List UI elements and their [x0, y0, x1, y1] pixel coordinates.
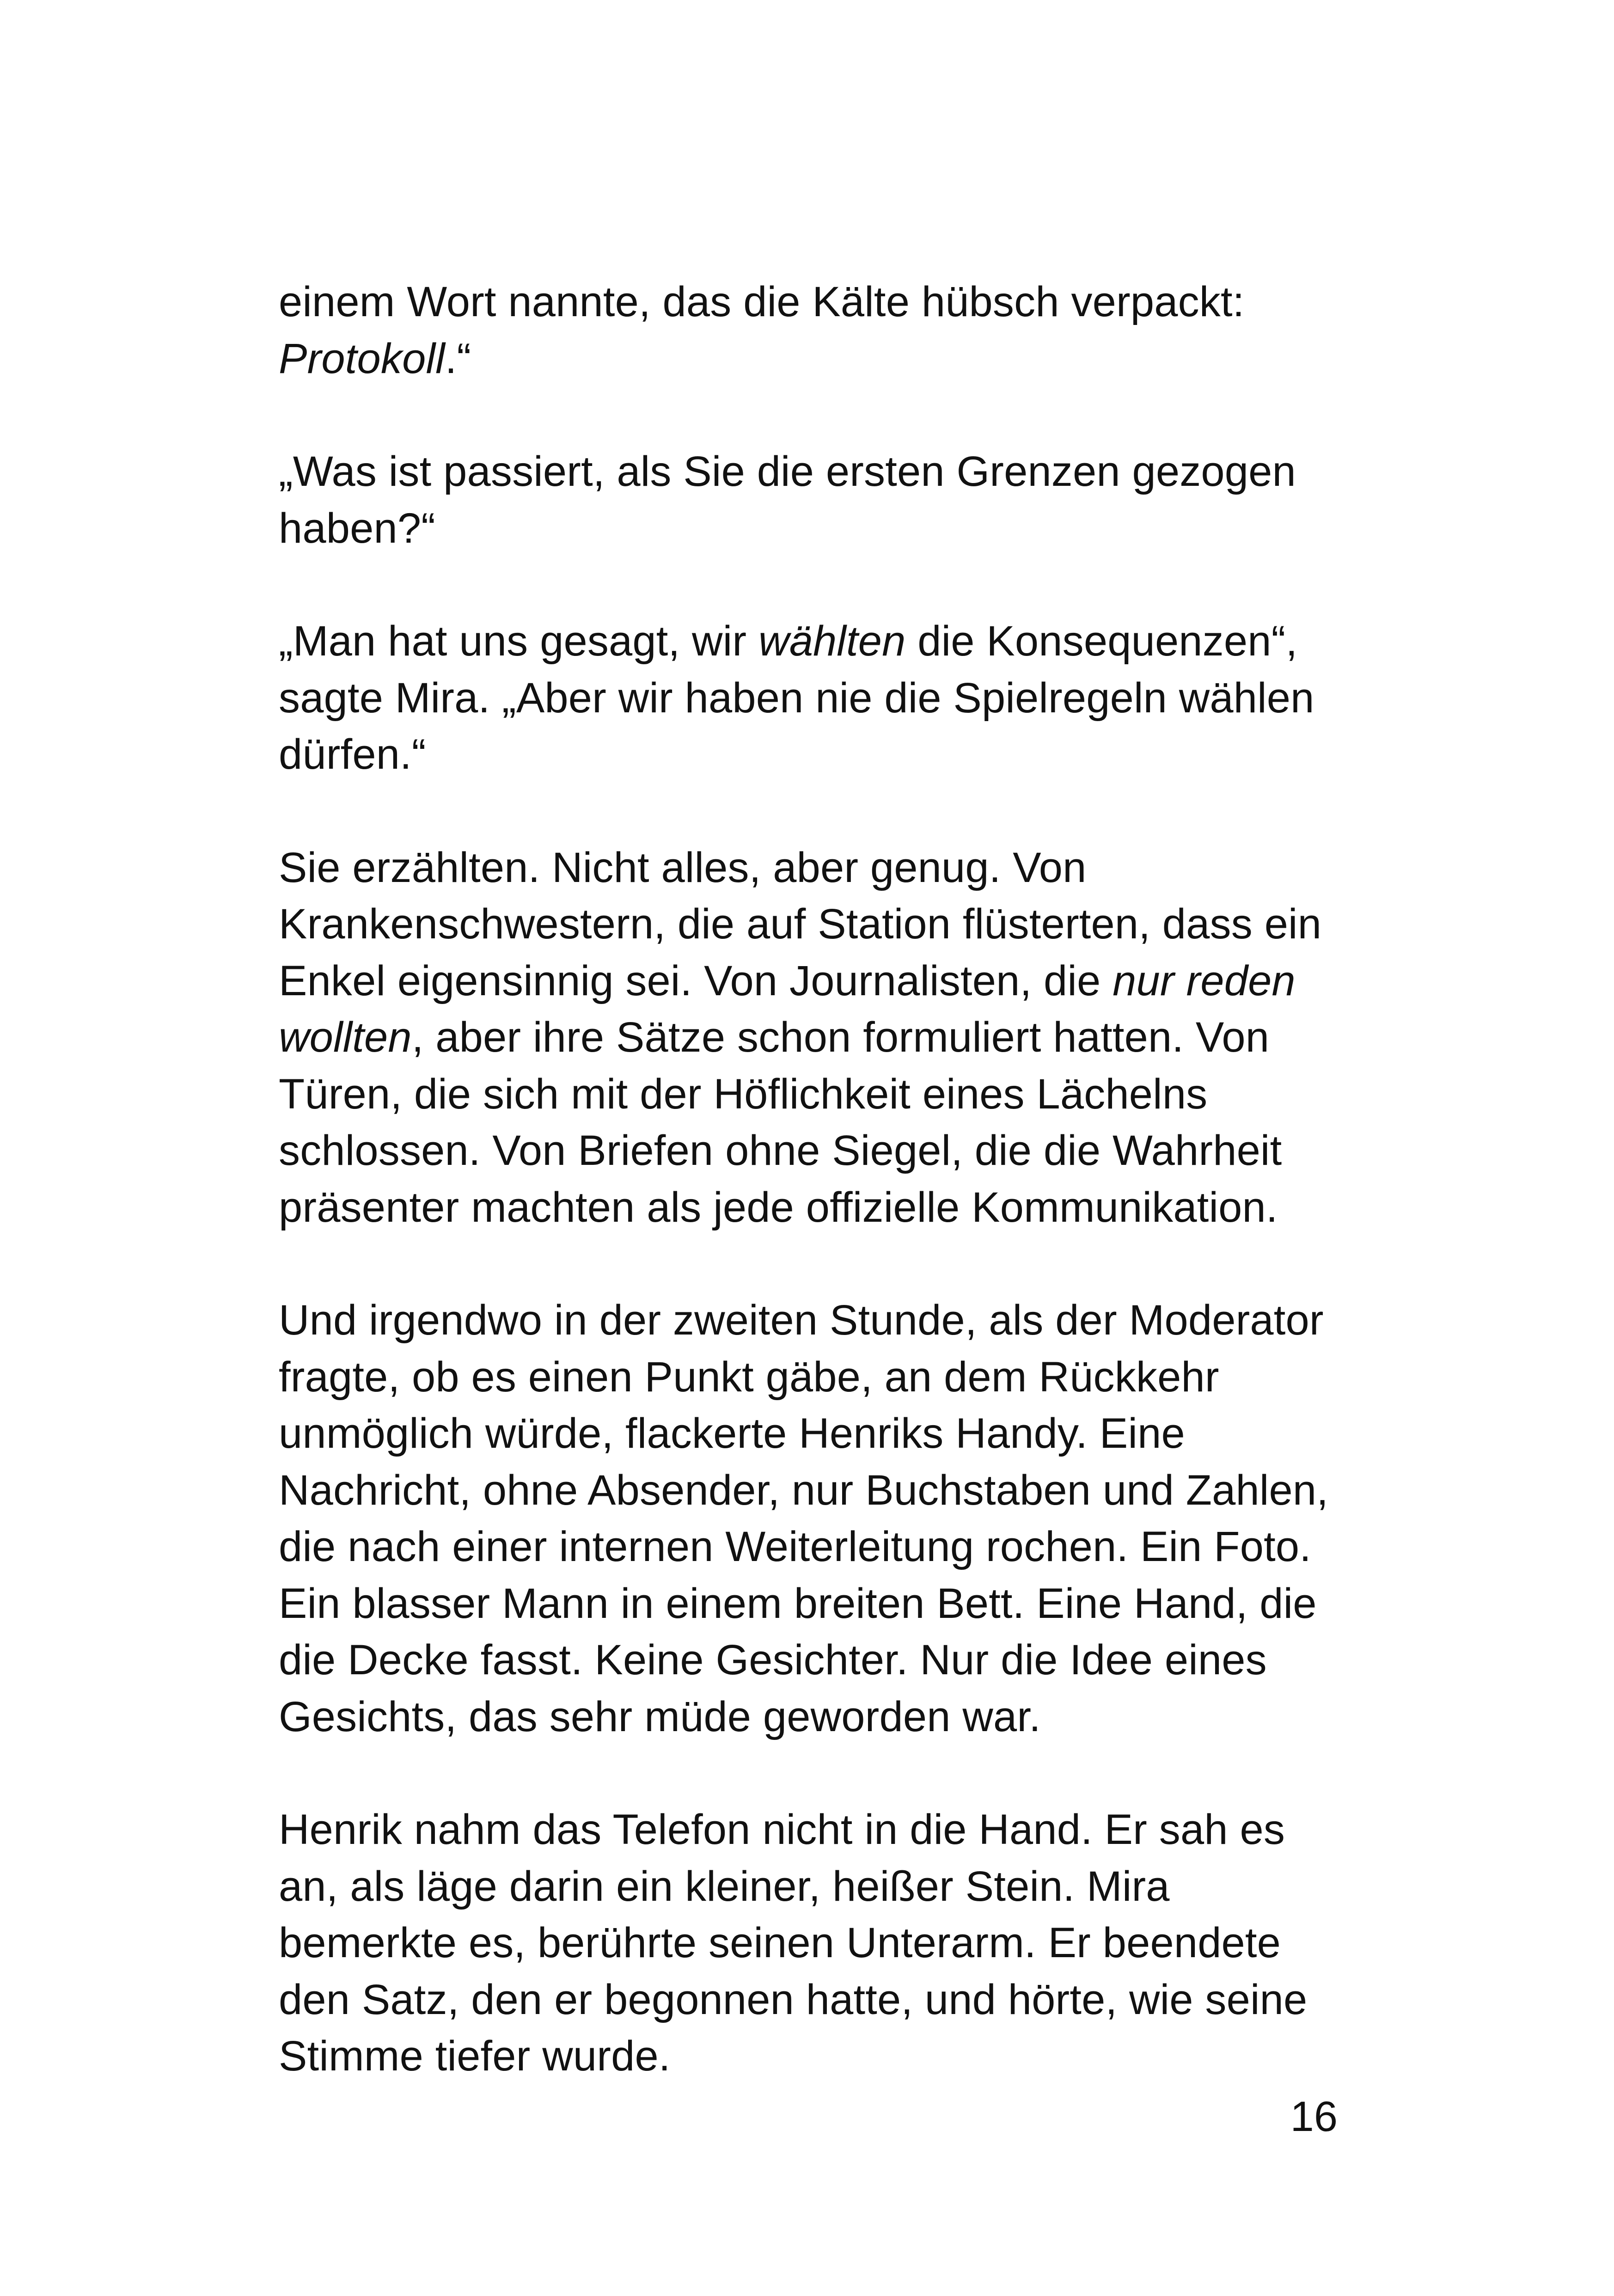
- text-line: [279, 1292, 1342, 1349]
- paragraph: [279, 1292, 1342, 1745]
- text-run: Enkel eigensinnig sei. Von Journalisten, die: [279, 957, 1113, 1004]
- text-run: , aber ihre Sätze schon formuliert hatten. Von: [411, 1014, 1270, 1061]
- text-run: sagte Mira. „Aber wir haben nie die Spielregeln wählen: [279, 674, 1314, 722]
- text-line: [279, 670, 1342, 727]
- text-run: einem Wort nannte, das die Kälte hübsch verpackt:: [279, 278, 1245, 325]
- italic-text: Protokoll: [279, 335, 445, 382]
- text-run: die nach einer internen Weiterleitung rochen. Ein Foto.: [279, 1523, 1311, 1570]
- text-line: [279, 1915, 1342, 1971]
- text-line: [279, 726, 1342, 783]
- text-line: [279, 1462, 1342, 1519]
- text-line: [279, 500, 1342, 557]
- text-line: [279, 1405, 1342, 1462]
- text-line: [279, 839, 1342, 896]
- body-text: [279, 274, 1342, 2141]
- text-line: [279, 1009, 1342, 1066]
- text-line: [279, 896, 1342, 953]
- text-run: Krankenschwestern, die auf Station flüsterten, dass ein: [279, 900, 1322, 948]
- paragraph: [279, 274, 1342, 387]
- text-run: die Konsequenzen“,: [905, 618, 1298, 665]
- text-run: dürfen.“: [279, 731, 426, 778]
- text-run: bemerkte es, berührte seinen Unterarm. Er beendete: [279, 1919, 1281, 1966]
- italic-text: wollten: [279, 1014, 412, 1061]
- text-line: [279, 1858, 1342, 1915]
- text-run: .“: [445, 335, 471, 382]
- paragraph: [279, 613, 1342, 783]
- text-line: [279, 1801, 1342, 1858]
- paragraph: [279, 443, 1342, 557]
- text-line: [279, 1179, 1342, 1236]
- text-line: [279, 1971, 1342, 2028]
- text-line: [279, 1575, 1342, 1632]
- text-line: [279, 1122, 1342, 1179]
- text-line: [279, 2028, 1342, 2085]
- text-run: Henrik nahm das Telefon nicht in die Hand. Er sah es: [279, 1806, 1285, 1853]
- text-run: präsenter machten als jede offizielle Kommunikation.: [279, 1183, 1278, 1231]
- text-run: Stimme tiefer wurde.: [279, 2033, 671, 2080]
- text-run: Gesichts, das sehr müde geworden war.: [279, 1693, 1041, 1740]
- text-run: Sie erzählten. Nicht alles, aber genug. Von: [279, 844, 1087, 891]
- text-line: [279, 1349, 1342, 1406]
- text-line: [279, 953, 1342, 1010]
- text-run: schlossen. Von Briefen ohne Siegel, die die Wahrheit: [279, 1127, 1282, 1174]
- text-line: [279, 274, 1342, 331]
- text-line: [279, 443, 1342, 500]
- text-run: an, als läge darin ein kleiner, heißer Stein. Mira: [279, 1862, 1170, 1910]
- text-run: Ein blasser Mann in einem breiten Bett. Eine Hand, die: [279, 1580, 1317, 1627]
- text-line: [279, 613, 1342, 670]
- text-run: „Man hat uns gesagt, wir: [279, 618, 758, 665]
- text-run: die Decke fasst. Keine Gesichter. Nur die Idee eines: [279, 1636, 1267, 1684]
- text-run: Und irgendwo in der zweiten Stunde, als der Moderator: [279, 1297, 1324, 1344]
- paragraph: [279, 1801, 1342, 2085]
- italic-text: nur reden: [1113, 957, 1296, 1004]
- text-run: Nachricht, ohne Absender, nur Buchstaben und Zahlen,: [279, 1466, 1329, 1514]
- paragraph: [279, 839, 1342, 1236]
- text-run: unmöglich würde, flackerte Henriks Handy. Eine: [279, 1410, 1185, 1457]
- text-line: [279, 1632, 1342, 1689]
- page-number: 16: [1290, 2093, 1338, 2140]
- text-run: Türen, die sich mit der Höflichkeit eines Lächelns: [279, 1070, 1208, 1118]
- italic-text: wählten: [758, 618, 906, 665]
- text-run: haben?“: [279, 504, 436, 552]
- text-line: [279, 1689, 1342, 1745]
- text-run: fragte, ob es einen Punkt gäbe, an dem Rückkehr: [279, 1353, 1219, 1401]
- text-line: [279, 331, 1342, 387]
- text-line: [279, 1066, 1342, 1123]
- text-run: den Satz, den er begonnen hatte, und hörte, wie seine: [279, 1976, 1308, 2023]
- text-run: „Was ist passiert, als Sie die ersten Grenzen gezogen: [279, 448, 1296, 495]
- text-line: [279, 1518, 1342, 1575]
